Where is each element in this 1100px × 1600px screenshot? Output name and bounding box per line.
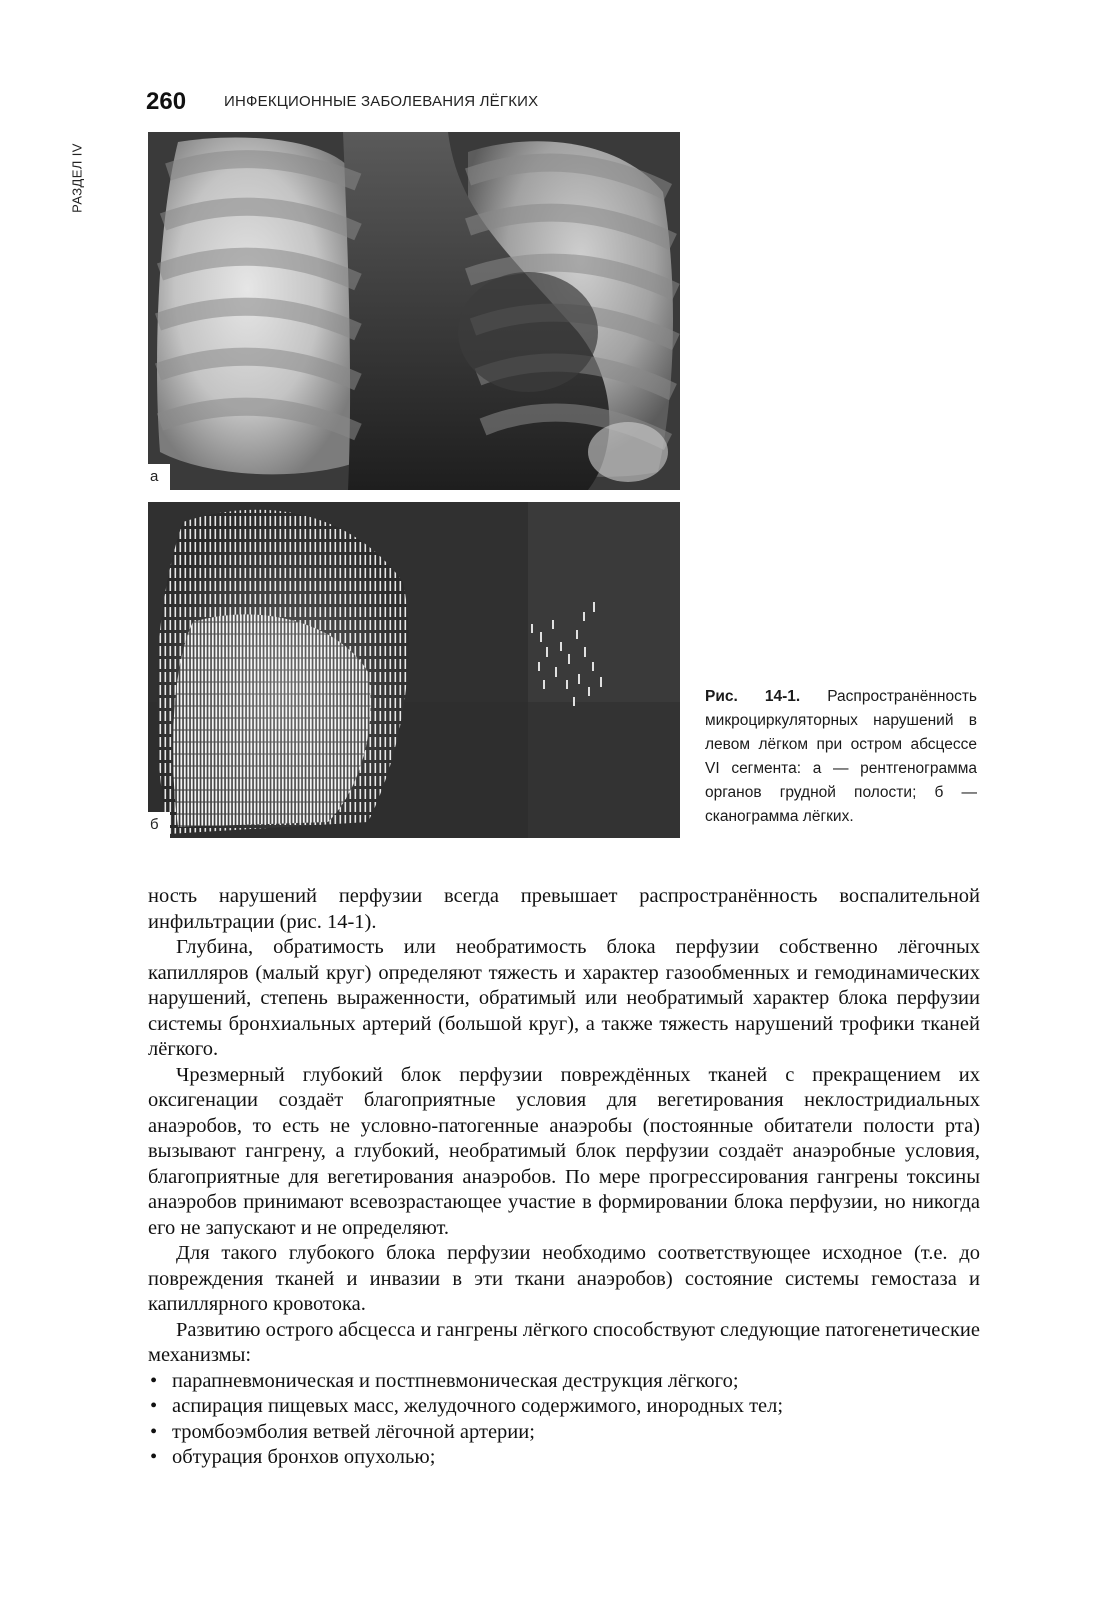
list-item: • аспирация пищевых масс, желудочного содержимого, инородных тел;	[148, 1394, 980, 1420]
paragraph: Развитию острого абсцесса и гангрены лёгкого способствуют следующие патогенетические механизмы:	[148, 1318, 980, 1366]
perfusion-scan-image	[148, 502, 680, 838]
panel-b-letter: б	[148, 812, 170, 838]
paragraph: Чрезмерный глубокий блок перфузии повреждённых тканей с прекращением их оксигенации создаёт благоприятные условия для вегетирования неклостридиальных анаэробов, то есть не условно-патогенные анаэробы (постоянные обитатели полости рта) вызывают гангрену, а глубокий, необратимый блок перфузии создаёт анаэробные условия, благоприятные для вегетирования анаэробов. По мере прогрессирования гангрены токсины анаэробов принимают всевозрастающее участие в формировании блока перфузии, но никогда его не запускают и не определяют.	[148, 1063, 980, 1239]
section-label	[66, 138, 88, 218]
caption-text: Распространённость микроциркуляторных нарушений в левом лёгком при остром абсцессе VI сегмента: а — рентгенограмма органов грудной полости; б — сканограмма лёгких.	[705, 688, 977, 825]
caption-label: Рис. 14-1.	[705, 688, 801, 705]
page-number: 260	[146, 88, 187, 115]
section-label-text: РАЗДЕЛ IV	[69, 143, 85, 213]
figure-panel-a-xray	[148, 132, 680, 490]
list-item: • обтурация бронхов опухолью;	[148, 1445, 980, 1471]
list-item: • парапневмоническая и постпневмоническая деструкция лёгкого;	[148, 1369, 980, 1395]
paragraph: Для такого глубокого блока перфузии необходимо соответствующее исходное (т.е. до повреждения тканей и инвазии в эти ткани анаэробов) состояние системы гемостаза и капиллярного кровотока.	[148, 1242, 980, 1315]
list-item: • тромбоэмболия ветвей лёгочной артерии;	[148, 1420, 980, 1446]
bullet-list	[148, 1369, 980, 1471]
body-text	[148, 884, 980, 1471]
running-title: ИНФЕКЦИОННЫЕ ЗАБОЛЕВАНИЯ ЛЁГКИХ	[224, 93, 539, 110]
figure-panel-b-scan	[148, 502, 680, 838]
figure-caption	[705, 685, 977, 829]
panel-a-letter: а	[148, 464, 170, 490]
chest-xray-image	[148, 132, 680, 490]
paragraph: ность нарушений перфузии всегда превышает распространённость воспалительной инфильтрации (рис. 14-1).	[148, 885, 980, 933]
paragraph: Глубина, обратимость или необратимость блока перфузии собственно лёгочных капилляров (малый круг) определяют тяжесть и характер газообменных и гемодинамических нарушений, степень выраженности, обратимый или необратимый характер блока перфузии системы бронхиальных артерий (большой круг), а также тяжесть нарушений трофики тканей лёгкого.	[148, 936, 980, 1060]
